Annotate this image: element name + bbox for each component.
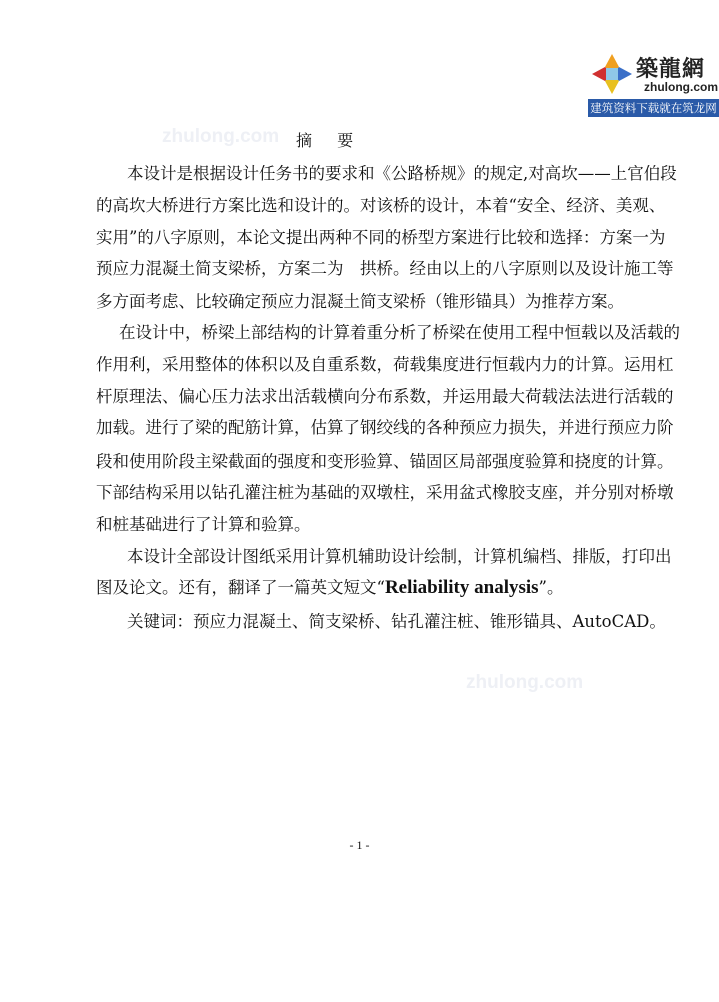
english-title: Reliability analysis <box>384 577 539 598</box>
text-line: 本设计全部设计图纸采用计算机辅助设计绘制，计算机编档、排版，打印出 <box>127 547 672 566</box>
text-line: 的高坎大桥进行方案比选和设计的。对该桥的设计，本着“安全、经济、美观、 <box>96 196 666 215</box>
zhulong-logo <box>588 48 719 120</box>
abstract-title: 摘 要 <box>296 131 364 150</box>
text-line: 作用利，采用整体的体积以及自重系数，荷载集度进行恒载内力的计算。运用杠 <box>96 355 674 374</box>
text-line: 加载。进行了梁的配筋计算，估算了钢绞线的各种预应力损失，并进行预应力阶 <box>96 418 674 437</box>
logo-name: 築龍網 <box>636 56 706 82</box>
text-line: 杆原理法、偏心压力法求出活载横向分布系数，并运用最大荷载法法进行活载的 <box>96 387 674 406</box>
watermark: zhulong.com <box>466 672 584 693</box>
text-line: 段和使用阶段主梁截面的强度和变形验算、锚固区局部强度验算和挠度的计算。 <box>96 452 674 471</box>
text-line: 本设计是根据设计任务书的要求和《公路桥规》的规定,对高坎——上官伯段 <box>127 164 677 183</box>
text-line: 下部结构采用以钻孔灌注桩为基础的双墩柱，采用盆式橡胶支座，并分别对桥墩 <box>96 483 674 502</box>
page-number: - 1 - <box>349 838 370 852</box>
logo-domain: zhulong.com <box>644 80 718 94</box>
text-segment: 图及论文。还有，翻译了一篇英文短文“ <box>96 578 385 597</box>
text-line <box>96 578 662 598</box>
text-line: 预应力混凝土简支梁桥，方案二为 拱桥。经由以上的八字原则以及设计施工等 <box>96 259 674 278</box>
logo-slogan: 建筑资料下载就在筑龙网 <box>588 99 719 117</box>
text-line: 和桩基础进行了计算和验算。 <box>96 515 311 534</box>
keywords: 关键词：预应力混凝土、简支梁桥、钻孔灌注桩、锥形锚具、AutoCAD。 <box>127 612 666 631</box>
text-line: 在设计中，桥梁上部结构的计算着重分析了桥梁在使用工程中恒载以及活载的 <box>119 323 680 342</box>
text-segment: ”。 <box>538 578 564 597</box>
text-line: 多方面考虑、比较确定预应力混凝土简支梁桥（锥形锚具）为推荐方案。 <box>96 292 624 311</box>
text-line: 实用”的八字原则，本论文提出两种不同的桥型方案进行比较和选择：方案一为 <box>96 228 666 247</box>
logo-pinwheel-icon <box>592 54 632 94</box>
watermark: zhulong.com <box>162 126 280 147</box>
